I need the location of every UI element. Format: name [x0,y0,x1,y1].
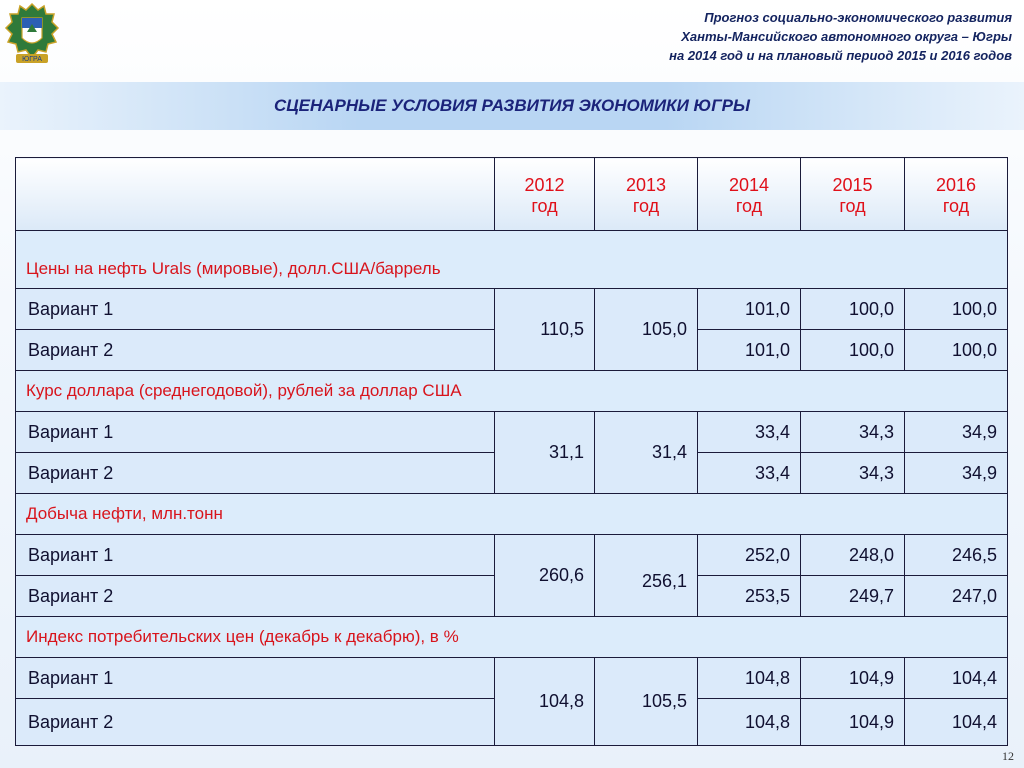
value-2014: 104,8 [698,699,801,746]
header-text [412,8,1012,65]
header-line-2: Ханты-Мансийского автономного округа – Югры [681,29,1012,44]
value-2016: 104,4 [905,658,1008,699]
page-title: СЦЕНАРНЫЕ УСЛОВИЯ РАЗВИТИЯ ЭКОНОМИКИ ЮГРЫ [273,96,751,115]
value-2016: 100,0 [905,289,1008,330]
value-2015: 34,3 [801,453,905,494]
value-2015: 248,0 [801,535,905,576]
section-oil-production [16,494,1008,535]
merged-value-2013: 105,0 [595,289,698,371]
year-2014-header: 2014 год [698,158,801,231]
table-row [16,289,1008,330]
year-2015-header: 2015 год [801,158,905,231]
merged-value-2013: 105,5 [595,658,698,746]
row-label: Вариант 2 [16,453,495,494]
merged-value-2013: 31,4 [595,412,698,494]
row-label: Вариант 1 [16,412,495,453]
row-label: Вариант 1 [16,658,495,699]
section-dollar-rate [16,371,1008,412]
table-row [16,412,1008,453]
scenario-table [15,157,1008,746]
row-label: Вариант 1 [16,289,495,330]
header-blank-cell [16,158,495,231]
value-2016: 104,4 [905,699,1008,746]
header-line-1: Прогноз социально-экономического развития [704,10,1012,25]
svg-text:ЮГРА: ЮГРА [22,56,42,63]
value-2014: 33,4 [698,453,801,494]
value-2014: 253,5 [698,576,801,617]
merged-value-2012: 110,5 [495,289,595,371]
value-2015: 104,9 [801,658,905,699]
value-2015: 34,3 [801,412,905,453]
table-row [16,535,1008,576]
section-title: Добыча нефти, млн.тонн [16,494,1008,535]
value-2016: 100,0 [905,330,1008,371]
year-2012-header: 2012 год [495,158,595,231]
value-2015: 104,9 [801,699,905,746]
coat-of-arms-emblem [4,2,60,66]
header-line-3: на 2014 год и на плановый период 2015 и 2016 годов [669,48,1012,63]
page-number: 12 [1002,749,1014,763]
year-2013-header: 2013 год [595,158,698,231]
merged-value-2012: 104,8 [495,658,595,746]
value-2014: 104,8 [698,658,801,699]
value-2016: 246,5 [905,535,1008,576]
value-2016: 34,9 [905,453,1008,494]
value-2014: 101,0 [698,289,801,330]
value-2015: 100,0 [801,289,905,330]
merged-value-2013: 256,1 [595,535,698,617]
row-label: Вариант 1 [16,535,495,576]
value-2014: 33,4 [698,412,801,453]
section-title: Цены на нефть Urals (мировые), долл.США/баррель [16,231,1008,289]
section-oil-price [16,231,1008,289]
value-2015: 100,0 [801,330,905,371]
section-cpi [16,617,1008,658]
value-2014: 101,0 [698,330,801,371]
value-2016: 34,9 [905,412,1008,453]
row-label: Вариант 2 [16,330,495,371]
section-title: Индекс потребительских цен (декабрь к декабрю), в % [16,617,1008,658]
value-2016: 247,0 [905,576,1008,617]
year-2016-header: 2016 год [905,158,1008,231]
header-row [16,158,1008,231]
row-label: Вариант 2 [16,699,495,746]
row-label: Вариант 2 [16,576,495,617]
value-2015: 249,7 [801,576,905,617]
table-row [16,658,1008,699]
merged-value-2012: 260,6 [495,535,595,617]
value-2014: 252,0 [698,535,801,576]
section-title: Курс доллара (среднегодовой), рублей за доллар США [16,371,1008,412]
merged-value-2012: 31,1 [495,412,595,494]
